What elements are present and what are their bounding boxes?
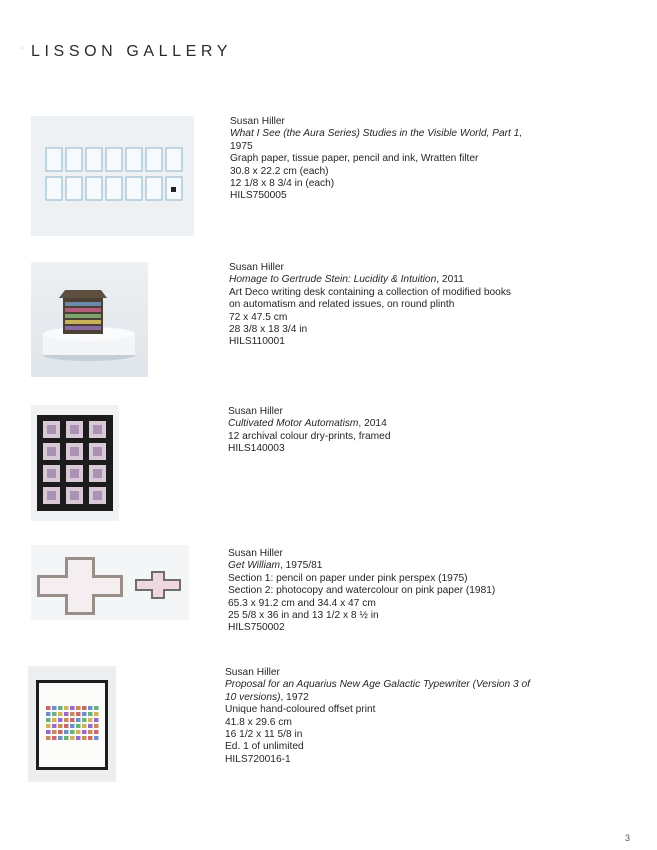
- typewriter-key: [76, 712, 81, 716]
- typewriter-key: [70, 736, 75, 740]
- typewriter-key: [46, 706, 51, 710]
- automatism-print-scribble: [47, 491, 56, 500]
- automatism-print-scribble: [93, 491, 102, 500]
- typewriter-key: [64, 736, 69, 740]
- aura-panel: [106, 177, 122, 200]
- artist-name: Susan Hiller: [230, 116, 285, 127]
- artist-name: Susan Hiller: [228, 548, 283, 559]
- typewriter-key: [88, 724, 93, 728]
- artwork-date: , 1975/81: [279, 560, 323, 572]
- artwork-image-aura-series: [31, 116, 194, 236]
- aura-panel: [46, 177, 62, 200]
- typewriter-key: [82, 718, 87, 722]
- typewriter-key: [88, 706, 93, 710]
- artwork-medium-line-2: Section 2: photocopy and watercolour on pink paper (1981): [228, 585, 496, 597]
- typewriter-key: [52, 736, 57, 740]
- aura-panel: [86, 148, 102, 171]
- artwork-dimensions-cm: 65.3 x 91.2 cm and 34.4 x 47 cm: [228, 597, 376, 609]
- typewriter-key: [76, 706, 81, 710]
- automatism-print-scribble: [93, 447, 102, 456]
- artwork-title: What I See (the Aura Series) Studies in the Visible World, Part 1,: [230, 128, 523, 140]
- page-number: 3: [624, 833, 630, 843]
- artwork-details-5: [225, 667, 530, 766]
- artwork-dimensions-in: 28 3/8 x 18 3/4 in: [229, 324, 308, 336]
- typewriter-key: [64, 724, 69, 728]
- artwork-dimensions-cm: 72 x 47.5 cm: [229, 311, 288, 323]
- artwork-title: Homage to Gertrude Stein: Lucidity & Intuition: [229, 274, 437, 286]
- automatism-print-scribble: [70, 447, 79, 456]
- artwork-ref: HILS750002: [228, 622, 285, 634]
- typewriter-key: [88, 730, 93, 734]
- typewriter-key: [64, 712, 69, 716]
- typewriter-key: [76, 724, 81, 728]
- artwork-dimensions-in: 12 1/8 x 8 3/4 in (each): [230, 178, 335, 190]
- typewriter-key: [88, 712, 93, 716]
- aura-panel: [126, 177, 142, 200]
- typewriter-key: [58, 736, 63, 740]
- artwork-dimensions-in: 25 5/8 x 36 in and 13 1/2 x 8 ½ in: [228, 610, 379, 622]
- typewriter-key: [52, 724, 57, 728]
- typewriter-key: [52, 718, 57, 722]
- artist-name: Susan Hiller: [229, 262, 284, 273]
- artwork-date: , 2014: [358, 418, 387, 430]
- automatism-print-scribble: [47, 425, 56, 434]
- typewriter-key: [58, 712, 63, 716]
- typewriter-key: [64, 730, 69, 734]
- aura-panel: [146, 148, 162, 171]
- typewriter-key: [76, 718, 81, 722]
- typewriter-key: [52, 712, 57, 716]
- typewriter-key: [88, 718, 93, 722]
- typewriter-key: [70, 718, 75, 722]
- artwork-dimensions-in: 16 1/2 x 11 5/8 in: [225, 729, 303, 741]
- artist-name: Susan Hiller: [228, 406, 283, 417]
- artwork-title: Get William: [228, 560, 280, 572]
- aura-panel-mark: [171, 187, 176, 192]
- automatism-print-scribble: [47, 469, 56, 478]
- automatism-print-scribble: [70, 491, 79, 500]
- typewriter-key: [46, 730, 51, 734]
- artwork-image-homage-gertrude-stein: [31, 262, 148, 377]
- typewriter-key: [94, 718, 99, 722]
- typewriter-key: [94, 706, 99, 710]
- aura-panel: [86, 177, 102, 200]
- automatism-print-scribble: [93, 425, 102, 434]
- typewriter-key: [70, 706, 75, 710]
- gallery-header: LISSON GALLERY: [31, 43, 233, 60]
- typewriter-key: [94, 712, 99, 716]
- artwork-medium: Unique hand-coloured offset print: [225, 704, 376, 716]
- automatism-print-scribble: [93, 469, 102, 478]
- typewriter-key: [58, 730, 63, 734]
- corner-mark: ‘: [22, 47, 24, 54]
- aura-panel: [166, 148, 182, 171]
- typewriter-key: [76, 736, 81, 740]
- artwork-details-2: [229, 262, 511, 349]
- typewriter-key: [46, 724, 51, 728]
- artwork-ref: HILS140003: [228, 443, 285, 455]
- aura-panel: [66, 148, 82, 171]
- aura-panel: [146, 177, 162, 200]
- typewriter-key: [70, 730, 75, 734]
- artwork-ref: HILS110001: [229, 336, 285, 348]
- automatism-print-scribble: [47, 447, 56, 456]
- typewriter-key: [70, 712, 75, 716]
- typewriter-key: [82, 724, 87, 728]
- typewriter-key: [82, 736, 87, 740]
- artwork-dimensions-cm: 41.8 x 29.6 cm: [225, 716, 292, 728]
- artwork-dimensions-cm: 30.8 x 22.2 cm (each): [230, 165, 329, 177]
- artwork-medium: 12 archival colour dry-prints, framed: [228, 430, 391, 442]
- typewriter-key: [64, 706, 69, 710]
- artwork-date: , 2011: [436, 274, 464, 286]
- artwork-image-cultivated-motor-automatism: [31, 405, 119, 521]
- artwork-medium-line-1: Section 1: pencil on paper under pink perspex (1975): [228, 572, 468, 584]
- typewriter-key: [46, 712, 51, 716]
- typewriter-key: [64, 718, 69, 722]
- artwork-date: 1975: [230, 140, 253, 152]
- typewriter-key: [52, 706, 57, 710]
- aura-panel: [46, 148, 62, 171]
- typewriter-key: [82, 706, 87, 710]
- artwork-title: Cultivated Motor Automatism: [228, 418, 359, 430]
- artwork-medium-line-2: on automatism and related issues, on round plinth: [229, 299, 455, 311]
- artwork-image-get-william: [31, 545, 189, 620]
- typewriter-key: [70, 724, 75, 728]
- aura-panel: [126, 148, 142, 171]
- artwork-title-line-1: Proposal for an Aquarius New Age Galactic Typewriter (Version 3 of: [225, 679, 531, 691]
- typewriter-key: [94, 724, 99, 728]
- artwork-ref: HILS750005: [230, 190, 287, 202]
- artwork-details-4: [228, 548, 495, 635]
- artwork-date: , 1972: [280, 691, 309, 703]
- typewriter-key: [46, 736, 51, 740]
- typewriter-key: [58, 724, 63, 728]
- artwork-image-galactic-typewriter: [28, 666, 116, 782]
- typewriter-key: [82, 712, 87, 716]
- aura-grid-svg: [31, 116, 194, 236]
- typewriter-key: [46, 718, 51, 722]
- artwork-edition: Ed. 1 of unlimited: [225, 741, 304, 753]
- typewriter-key: [94, 730, 99, 734]
- artwork-medium-line-1: Art Deco writing desk containing a collection of modified books: [229, 286, 512, 298]
- automatism-print-scribble: [70, 469, 79, 478]
- artwork-medium: Graph paper, tissue paper, pencil and ink, Wratten filter: [230, 153, 479, 165]
- typewriter-key: [94, 736, 99, 740]
- typewriter-key: [58, 706, 63, 710]
- typewriter-key: [58, 718, 63, 722]
- typewriter-key: [82, 730, 87, 734]
- typewriter-key: [76, 730, 81, 734]
- artwork-details-1: [230, 116, 522, 203]
- typewriter-key: [52, 730, 57, 734]
- aura-panel: [106, 148, 122, 171]
- aura-panel: [66, 177, 82, 200]
- artwork-title-line-2: 10 versions): [225, 691, 281, 703]
- artwork-details-3: [228, 406, 391, 456]
- automatism-print-scribble: [70, 425, 79, 434]
- typewriter-key: [88, 736, 93, 740]
- artist-name: Susan Hiller: [225, 667, 280, 678]
- artwork-ref: HILS720016-1: [225, 753, 291, 765]
